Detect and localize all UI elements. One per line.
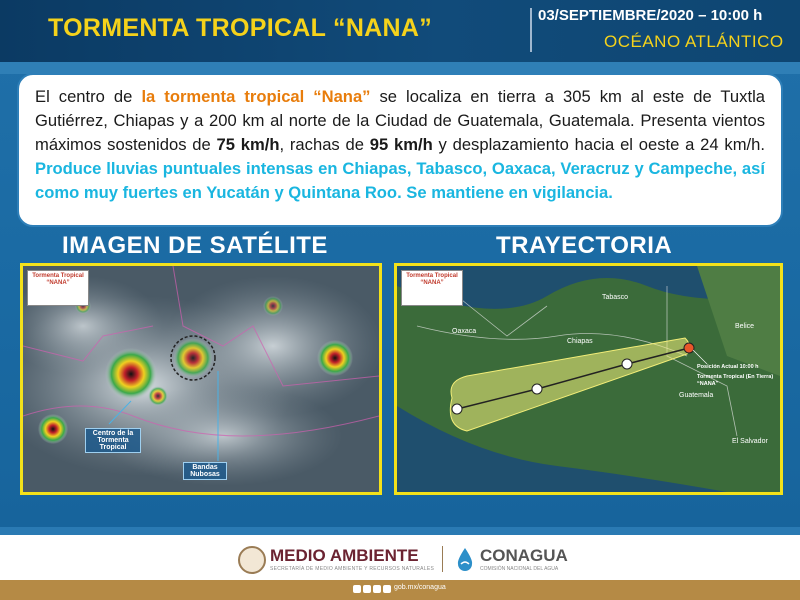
website-link[interactable]: gob.mx/conagua	[394, 584, 446, 591]
trajectory-map-panel	[394, 263, 783, 495]
current-position-marker	[684, 343, 694, 353]
government-seal-icon	[238, 546, 266, 574]
conagua-subtitle: COMISIÓN NACIONAL DEL AGUA	[480, 566, 559, 572]
place-tabasco: Tabasco	[602, 294, 629, 301]
twitter-icon[interactable]	[363, 585, 371, 593]
logo-divider	[442, 546, 443, 572]
trajectory-title: TRAYECTORIA	[496, 232, 673, 259]
bulletin-date: 03/SEPTIEMBRE/2020 – 10:00 h	[538, 7, 763, 24]
place-el-salvador: El Salvador	[732, 438, 768, 445]
water-drop-icon	[454, 546, 476, 572]
gust-speed: 95 km/h	[369, 135, 433, 154]
info-text-4: y desplazamiento hacia el oeste a 24 km/h.	[432, 135, 765, 154]
info-text-1: El centro de	[35, 87, 142, 106]
storm-status-label: Tormenta Tropical (En Tierra) “NANA”	[697, 374, 774, 387]
page-title: TORMENTA TROPICAL “NANA”	[48, 14, 433, 42]
place-guatemala: Guatemala	[679, 392, 714, 399]
info-text-2: se localiza en tierra a 305 km al este de Tuxtla Gutiérrez, Chiapas y a 200 km al norte de la Ciudad de Guatemala, Guatemala. Presenta vientos máximos sostenidos de	[35, 87, 765, 154]
ocean-label: OCÉANO ATLÁNTICO	[604, 32, 784, 51]
footer-stripe	[0, 527, 800, 535]
storm-name: la tormenta tropical “Nana”	[141, 87, 371, 106]
satellite-legend-card: Tormenta Tropical “NANA”	[27, 270, 89, 306]
instagram-icon[interactable]	[373, 585, 381, 593]
wind-speed: 75 km/h	[216, 135, 280, 154]
youtube-icon[interactable]	[383, 585, 391, 593]
place-chiapas: Chiapas	[567, 338, 593, 345]
medio-ambiente-logo: MEDIO AMBIENTE	[270, 546, 419, 565]
place-oaxaca: Oaxaca	[452, 328, 477, 335]
storm-center-label: Centro de la Tormenta Tropical	[85, 428, 141, 453]
info-text-3: , rachas de	[279, 135, 370, 154]
conagua-logo: CONAGUA	[480, 546, 568, 565]
satellite-image-panel	[20, 263, 382, 495]
medio-ambiente-subtitle: SECRETARÍA DE MEDIO AMBIENTE Y RECURSOS NATURALES	[270, 566, 435, 572]
cloud-bands-label: Bandas Nubosas	[183, 462, 227, 480]
current-position-label: Posición Actual 10:00 h	[697, 364, 759, 370]
social-icons	[353, 585, 391, 593]
place-belice: Belice	[735, 323, 755, 330]
satellite-title: IMAGEN DE SATÉLITE	[62, 232, 328, 259]
facebook-icon[interactable]	[353, 585, 361, 593]
header-divider	[530, 8, 532, 52]
trajectory-legend-card: Tormenta Tropical “NANA”	[401, 270, 463, 306]
bulletin-text-box	[17, 73, 783, 227]
rain-warning: Produce lluvias puntuales intensas en Chiapas, Tabasco, Oaxaca, Veracruz y Campeche, así como muy fuertes en Yucatán y Quintana Roo. Se mantiene en vigilancia.	[35, 159, 765, 202]
